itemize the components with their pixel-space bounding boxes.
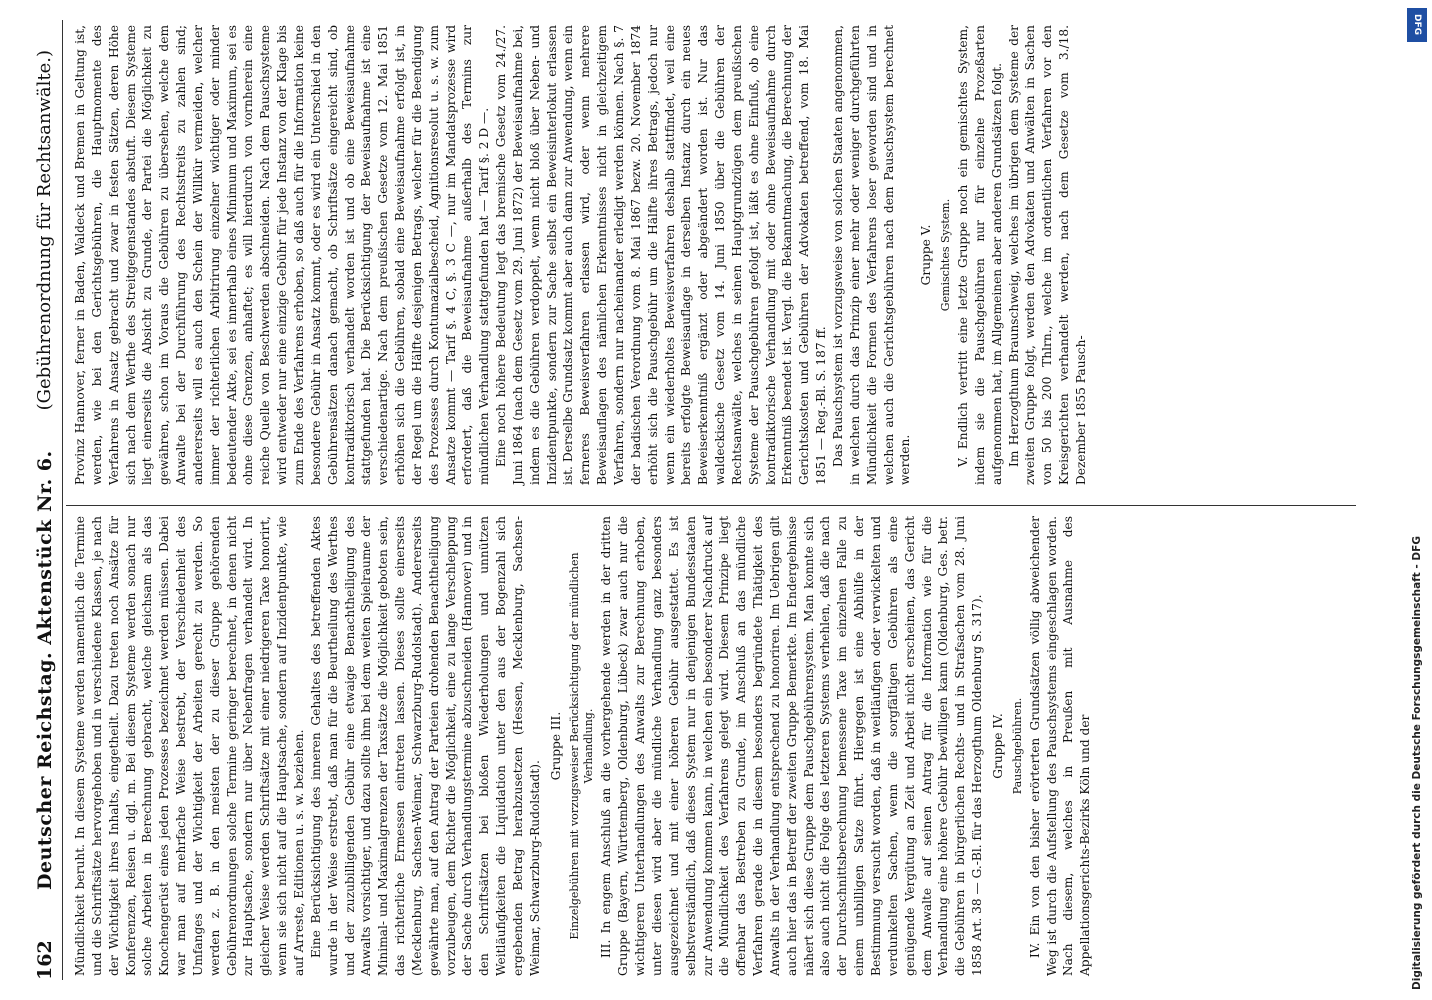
section-subheading: Pauschgebühren.	[1010, 697, 1024, 795]
paragraph: Das Pauschsystem ist vorzugsweise von solchen Staaten angenommen, in welchen durch das Prinzip einer mehr oder weniger durchgeführten Mündlichkeit die Formen des Verfahrens loser geworden sind und in welchen auch die Gerichtsgebühren nach dem Pauschsystem berechnet werden.	[830, 25, 913, 485]
paragraph: III. In engem Anschluß an die vorhergehende werden in der dritten Gruppe (Bayern, Württemberg, Oldenburg, Lübeck) zwar auch nur die wichtigeren Unterhandlungen des Anwalts zur Berechnung erhoben, unter diesen wird aber die mündliche Verhandlung ganz besonders ausgezeichnet und mit einer höheren Gebühr ausgestattet. Es ist selbstverständlich, daß dieses System nur in denjenigen Bundesstaaten zur Anwendung kommen kann, in welchen ein besonderer Nachdruck auf die Mündlichkeit des Verfahrens gelegt wird. Diesem Prinzipe liegt offenbar das Bestreben zu Grunde, im Anschluß an das mündliche Verfahren gerade die in diesem besonders begründete Thätigkeit des Anwalts in der Verhandlung entsprechend zu honoriren. Im Uebrigen gilt auch hier das in Betreff der zweiten Gruppe Bemerkte. Im Endergebnisse nähert sich diese Gruppe dem Pauschgebührensystem. Man konnte sich also auch nicht die Folge des letzteren Systems verhehlen, daß die nach der Durchschnittsberechnung bemessene Taxe im einzelnen Falle zu einem unbilligen Satze führt. Hiergegen ist eine Abhülfe in der Bestimmung versucht worden, daß in weitläufigen oder verwickelten und verdunkelten Sachen, wenn die sorgfältigen Gebühren als eine genügende Vergütung an Zeit und Arbeit nicht erscheinen, das Gericht dem Anwalte auf seinen Antrag für die Information wie für die Verhandlung eine höhere Gebühr bewilligen kann (Oldenburg, Ges. betr. die Gebühren in bürgerlichen Rechts- und in Strafsachen vom 28. Juni 1858 Art. 38 — G.-Bl. für das Herzogthum Oldenburg S. 317).	[599, 516, 985, 976]
page-title: Deutscher Reichstag. Aktenstück Nr. 6.	[34, 450, 56, 890]
left-column	[72, 516, 1094, 976]
paragraph: Eine Berücksichtigung des inneren Gehaltes des betreffenden Aktes wurde in der Weise erstrebt, daß man für die Beurtheilung des Werthes und der zuzubilligenden Gebühr eine etwaige Benachtheiligung des Anwalts vorsichtiger, und dazu sollte ihm bei dem weiten Spielraume der Minimal- und Maximalgrenzen der Taxsätze die Möglichkeit geboten sein, das richterliche Ermessen eintreten lassen. Dieses sollte einerseits (Mecklenburg, Sachsen-Weimar, Schwarzburg-Rudolstadt). Andererseits gewährte man, auf den Antrag der Parteien drohenden Benachtheiligung vorzubeugen, dem Richter die Möglichkeit, eine zu lange Verschleppung der Sache durch Verhandlungstermine abzuschneiden (Hannover) und in den Schriftsätzen bei bloßen Wiederholungen und unnützen Weitläufigkeiten die Liquidation unter den aus der Bogenzahl sich ergebenden Betrag herabzusetzen (Hessen, Mecklenburg, Sachsen-Weimar, Schwarzburg-Rudolstadt).	[308, 516, 542, 976]
right-column	[72, 25, 1090, 485]
dfg-logo: DFG	[1407, 8, 1427, 42]
column-divider	[66, 505, 1356, 506]
section-heading: Gruppe V.	[919, 224, 934, 286]
paragraph: Provinz Hannover, ferner in Baden, Waldeck und Bremen in Geltung ist, werden, wie bei den Gerichtsgebühren, die Hauptmomente des Verfahrens in Ansatz gebracht und zwar in festen Sätzen, deren Höhe sich nach dem Werthe des Streitgegenstandes abstuft. Diesem Systeme liegt einerseits die Absicht zu Grunde, der Partei die Möglichkeit zu gewähren, schon im Voraus die Gebühren zu übersehen, welche dem Anwalte bei der Durchführung des Rechtsstreits zu zahlen sind; andererseits will es auch den Schein der Willkür vermeiden, welcher immer der richterlichen Arbitrirung einzelner wichtiger oder minder bedeutender Akte, sei es innerhalb eines Minimum und Maximum, sei es ohne diese Grenzen, anhaftet; es will hierdurch von vornherein eine reiche Quelle von Beschwerden abschneiden. Nach dem Pauschsysteme wird entweder nur eine einzige Gebühr für jede Instanz von der Klage bis zum Ende des Verfahrens erhoben, so daß auch für die Information keine besondere Gebühr in Ansatz kommt, oder es wird ein Unterschied in den Gebührensätzen danach gemacht, ob Schriftsätze eingereicht sind, ob kontradiktorisch verhandelt worden ist und ob eine Beweisaufnahme stattgefunden hat. Die Berücksichtigung der Beweisaufnahme ist eine verschiedenartige. Nach dem preußischen Gesetze vom 12. Mai 1851 erhöhen sich die Gebühren, sobald eine Beweisaufnahme erfolgt ist, in der Regel um die Hälfte desjenigen Betrags, welcher für die Beendigung des Prozesses durch Kontumazialbescheid, Agnitionsresolut u. s. w. zum Ansatze kommt — Tarif §. 4 C, §. 3 C —, nur im Mandatsprozesse wird erfordert, daß die Beweisaufnahme außerhalb des Termins zur mündlichen Verhandlung stattgefunden hat — Tarif §. 2 D —.	[73, 25, 492, 485]
section-subheading: Gemischtes System.	[939, 198, 953, 312]
section-heading: Gruppe IV.	[990, 713, 1005, 779]
paragraph: Eine noch höhere Bedeutung legt das bremische Gesetz vom 24./27. Juni 1864 (nach dem Gesetz vom 29. Juni 1872) der Beweisaufnahme bei, indem es die Gebühren verdoppelt, wenn nicht bloß über Neben- und Inzidentpunkte, sondern zur Sache selbst ein Beweisinterlokut erlassen ist. Derselbe Grundsatz kommt aber auch dann zur Anwendung, wenn ein ferneres Beweisverfahren erlassen wird, oder wenn mehrere Beweisauflagen des nämlichen Erkenntnisses nicht in gleichzeitigem Verfahren, sondern nur nacheinander erledigt werden können. Nach §. 7 der badischen Verordnung vom 8. Mai 1867 bezw. 20. November 1874 erhöht sich die Pauschgebühr um die Hälfte ihres Betrags, jedoch nur wenn ein wiederholtes Beweisverfahren deshalb stattfindet, weil eine bereits erfolgte Beweisauflage in derselben Instanz durch ein neues Beweiserkenntniß ergänzt oder abgeändert worden ist. Nur das waldeckische Gesetz vom 14. Juni 1850 über die Gebühren der Rechtsanwälte, welches in seinen Hauptgrundzügen dem preußischen Systeme der Pauschgebühren gefolgt ist, läßt es ohne Einfluß, ob eine kontradiktorische Verhandlung mit oder ohne Beweisaufnahme durch Erkenntniß beendet ist. Vergl. die Bekanntmachung, die Berechnung der Gerichtskosten und Gebühren der Advokaten betreffend, vom 18. Mai 1851 — Reg.-Bl. S. 187 ff.	[494, 25, 829, 485]
section-heading: Gruppe III.	[548, 711, 563, 781]
section-subheading: Einzelgebühren mit vorzugsweiser Berücksichtigung der mündlichen Verhandlung.	[568, 552, 596, 940]
dfg-watermark	[1404, 0, 1430, 1000]
page-subtitle: (Gebührenordnung für Rechtsanwälte.)	[34, 50, 55, 411]
paragraph: Mündlichkeit beruht. In diesem Systeme werden namentlich die Termine und die Schriftsätze hervorgehoben und in verschiedene Klassen, je nach der Wichtigkeit ihres Inhalts, eingetheilt. Dazu treten noch Ansätze für Konferenzen, Reisen u. dgl. m. Bei diesem Systeme werden sonach nur solche Arbeiten in Berechnung gebracht, welche gleichsam als das Knochengerüst eines jeden Prozesses bezeichnet werden müssen. Dabei war man auf mehrfache Weise bestrebt, der Verschiedenheit des Umfanges und der Wichtigkeit der Arbeiten gerecht zu werden. So werden z. B. in den meisten der zu dieser Gruppe gehörenden Gebührenordnungen solche Termine geringer berechnet, in denen nicht zur Hauptsache, sondern nur über Nebenfragen verhandelt wird. In gleicher Weise werden Schriftsätze mit einer niedrigeren Taxe honorirt, wenn sie sich nicht auf die Hauptsache, sondern auf Inzidentpunkte, wie auf Arreste, Editionen u. s. w. beziehen.	[73, 516, 306, 976]
page-number: 162	[34, 940, 56, 980]
paragraph: IV. Ein von den bisher erörterten Grundsätzen völlig abweichender Weg ist durch die Aufstellung des Pauschsystems eingeschlagen worden. Nach diesem, welches in Preußen mit Ausnahme des Appellationsgerichts-Bezirks Köln und der	[1027, 516, 1093, 976]
dfg-watermark-text: Digitalisierung gefördert durch die Deutsche Forschungsgemeinschaft - DFG	[1411, 536, 1423, 990]
running-head	[34, 20, 64, 980]
paragraph: Im Herzogthum Braunschweig, welches im übrigen dem Systeme der zweiten Gruppe folgt, werden den Advokaten und Anwälten in Sachen von 50 bis 200 Thlrn., welche im ordentlichen Verfahren vor den Kreisgerichten verhandelt werden, nach dem Gesetze vom 3./18. Dezember 1855 Pausch-	[1006, 25, 1088, 485]
header-rule	[62, 20, 63, 980]
paragraph: V. Endlich vertritt eine letzte Gruppe noch ein gemischtes System, indem sie die Pauschgebühren nur für einzelne Prozeßarten aufgenommen hat, im Allgemeinen aber anderen Grundsätzen folgt.	[956, 25, 1004, 485]
